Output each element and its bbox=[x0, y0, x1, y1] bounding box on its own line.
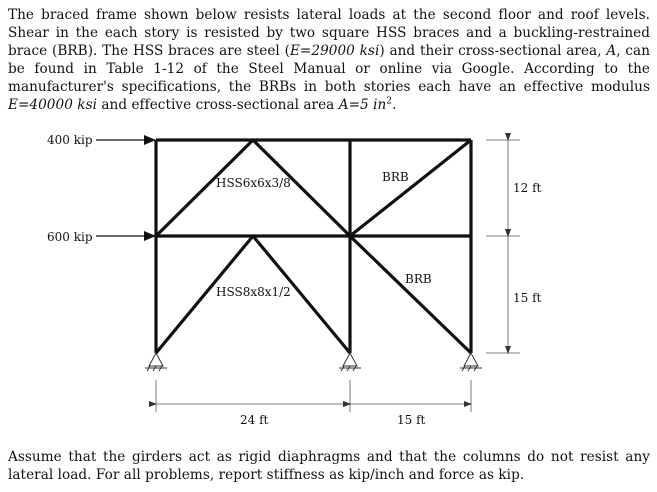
brb-area: A=5 in bbox=[338, 97, 387, 113]
load-label-roof: 400 kip bbox=[47, 133, 93, 147]
problem-statement: The braced frame shown below resists lateral loads at the second floor and roof levels. Shear in the each story is resisted by two square HSS braces and a buckling-restrained brace (BRB). The HSS braces are steel (E=29000 ksi) and their cross-sectional area, A, can be found in Table 1-12 of the Steel Manual or online via Google. According to the manufacturer's specifications, the BRBs in both stories each have an effective modulus E=40000 ksi and effective cross-sectional area A=5 $in^2$. bbox=[8, 7, 650, 113]
load-label-floor: 600 kip bbox=[47, 230, 93, 244]
height-label-upper: 12 ft bbox=[513, 181, 542, 195]
pin-support-left bbox=[145, 353, 167, 371]
steel-modulus: E=29000 ksi bbox=[289, 43, 380, 59]
span-label-left: 24 ft bbox=[240, 413, 269, 427]
upper-brb bbox=[350, 140, 471, 236]
lower-brb bbox=[350, 236, 471, 353]
pin-support-middle bbox=[339, 353, 361, 371]
upper-brb-label: BRB bbox=[382, 170, 409, 184]
brb-modulus: E=40000 ksi bbox=[8, 97, 97, 113]
assumptions-note: Assume that the girders act as rigid diaphragms and that the columns do not resist any lateral load. For all problems, report stiffness as kip/inch and force as kip. bbox=[8, 449, 650, 483]
span-label-right: 15 ft bbox=[397, 413, 426, 427]
area-symbol: A bbox=[606, 43, 617, 59]
height-label-lower: 15 ft bbox=[513, 291, 542, 305]
upper-hss-label: HSS6x6x3/8 bbox=[216, 176, 291, 190]
lower-brb-label: BRB bbox=[405, 272, 432, 286]
lower-hss-label: HSS8x8x1/2 bbox=[216, 285, 291, 299]
pin-support-right bbox=[460, 353, 482, 371]
